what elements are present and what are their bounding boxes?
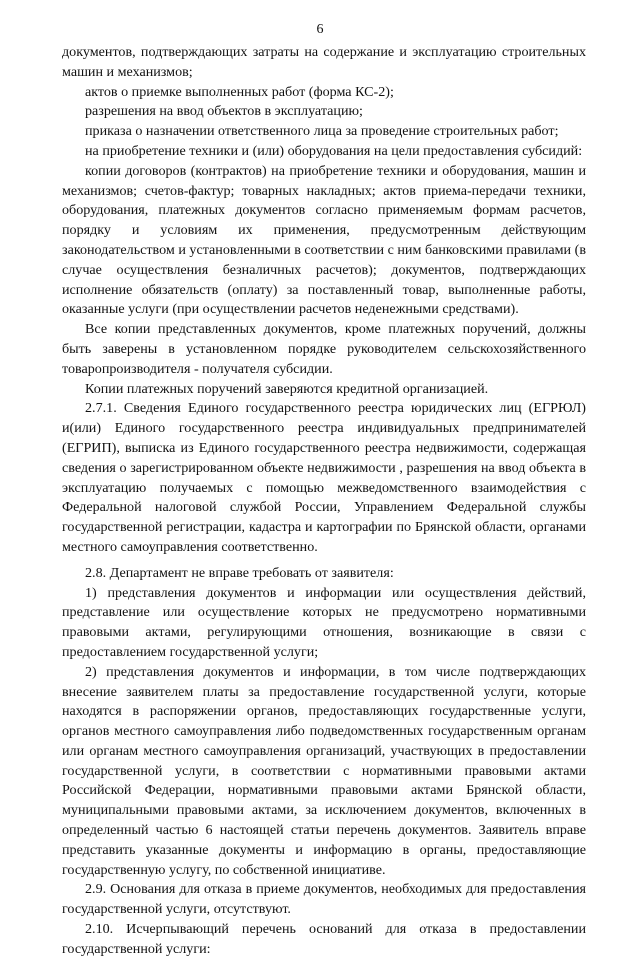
paragraph-section-2-7-1: 2.7.1. Сведения Единого государственного реестра юридических лиц (ЕГРЮЛ) и(или) Единого государственного реестра индивидуальных предпринимателей (ЕГРИП), выписка из Единого государственного реестра недвижимости, содержащая сведения о зарегистрированном объекте недвижимости , разрешения на ввод объекта в эксплуатацию получаемых с помощью межведомственного взаимодействия с Федеральной налоговой службой России, Управлением Федеральной службы государственной регистрации, кадастра и картографии по Брянской области, органами местного самоуправления соответственно. — [62, 400, 586, 555]
paragraph-section-2-9: 2.9. Основания для отказа в приеме документов, необходимых для предоставления государственной услуги, отсутствуют. — [62, 881, 586, 918]
paragraph-item-1: 1) представления документов и информации или осуществления действий, представление или осуществление которых не предусмотрено нормативными правовыми актами, регулирующими отношения, возникающие в связи с предоставлением государственной услуги; — [62, 584, 586, 660]
paragraph-certification-requirement: Все копии представленных документов, кроме платежных поручений, должны быть заверены в установленном порядке руководителем сельскохозяйственного товаропроизводителя - получателя субсидии. — [62, 321, 586, 377]
paragraph-ks2-acts: актов о приемке выполненных работ (форма КС-2); — [85, 83, 394, 100]
document-body — [62, 43, 586, 960]
page-number: 6 — [316, 22, 324, 37]
paragraph-equipment-purchase: на приобретение техники и (или) оборудования на цели предоставления субсидий: — [85, 142, 583, 159]
paragraph-item-2: 2) представления документов и информации, в том числе подтверждающих внесение заявителем платы за предоставление государственной услуги, которые находятся в распоряжении органов, предоставляющих государственные услуги, органов местного самоуправления либо подведомственных государственным органам или органам местного самоуправления организаций, участвующих в предоставлении государственной услуги, в соответствии с нормативными правовыми актами Российской Федерации, нормативными правовыми актами Брянской области, муниципальными правовыми актами, за исключением документов, включенных в определенный частью 6 настоящей статьи перечень документов. Заявитель вправе представить указанные документы и информацию в органы, предоставляющие государственную услугу, по собственной инициативе. — [62, 663, 586, 878]
paragraph-section-2-8: 2.8. Департамент не вправе требовать от заявителя: — [85, 564, 394, 581]
paragraph-responsible-person-order: приказа о назначении ответственного лица за проведение строительных работ; — [85, 123, 559, 140]
paragraph-contract-copies: копии договоров (контрактов) на приобретение техники и оборудования, машин и механизмов; счетов-фактур; товарных накладных; актов приема-передачи техники, оборудования, платежных документов согласно применяемым формам расчетов, порядку и условиям их применения, предусмотренным действующим законодательством и установленными в соответствии с ним банковскими правилами (в случае осуществления безналичных расчетов); документов, подтверждающих исполнение обязательств (оплату) за поставленный товар, выполненные работы, оказанные услуги (при осуществлении расчетов неденежными средствами). — [62, 162, 586, 318]
paragraph-payment-orders: Копии платежных поручений заверяются кредитной организацией. — [85, 380, 489, 397]
paragraph-commissioning-permits: разрешения на ввод объектов в эксплуатацию; — [85, 103, 363, 120]
paragraph-section-2-10: 2.10. Исчерпывающий перечень оснований для отказа в предоставлении государственной услуги: — [62, 921, 586, 957]
paragraph-cost-documents: документов, подтверждающих затраты на содержание и эксплуатацию строительных машин и механизмов; — [62, 44, 586, 80]
